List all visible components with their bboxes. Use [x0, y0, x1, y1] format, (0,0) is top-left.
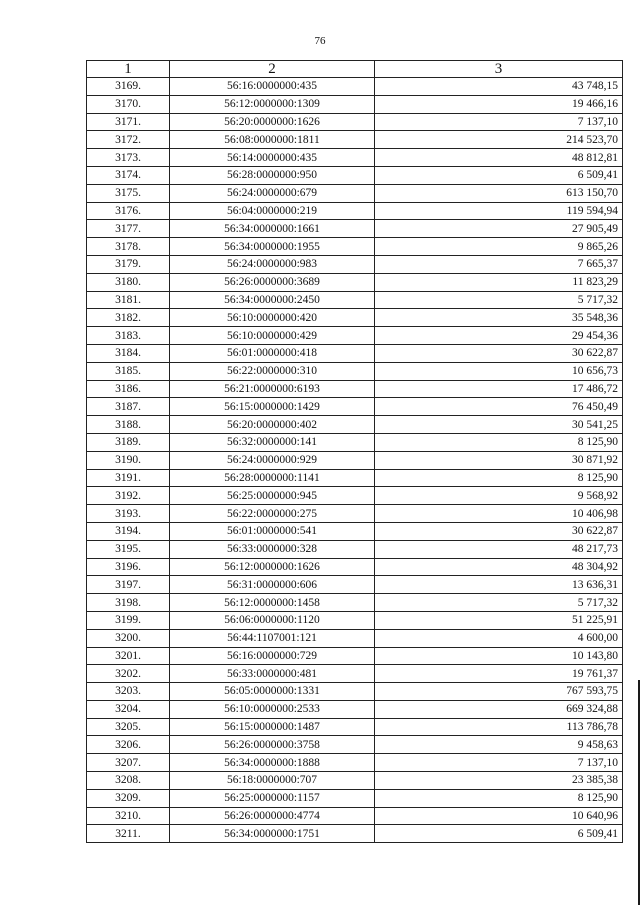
table-row — [87, 611, 623, 629]
cadastral-number-cell: 56:24:0000000:679 — [170, 184, 375, 202]
cadastral-number-cell: 56:01:0000000:418 — [170, 344, 375, 362]
cadastral-number-cell: 56:16:0000000:435 — [170, 78, 375, 96]
table-row — [87, 469, 623, 487]
cadastral-number-cell: 56:34:0000000:1661 — [170, 220, 375, 238]
row-number-cell: 3176. — [87, 202, 170, 220]
amount-cell: 30 622,87 — [375, 344, 623, 362]
cadastral-number-cell: 56:15:0000000:1429 — [170, 398, 375, 416]
cadastral-number-cell: 56:34:0000000:1955 — [170, 238, 375, 256]
amount-cell: 19 761,37 — [375, 665, 623, 683]
amount-cell: 9 865,26 — [375, 238, 623, 256]
cadastral-number-cell: 56:28:0000000:950 — [170, 166, 375, 184]
amount-cell: 76 450,49 — [375, 398, 623, 416]
cadastral-number-cell: 56:25:0000000:945 — [170, 487, 375, 505]
table-row — [87, 772, 623, 790]
table-row — [87, 700, 623, 718]
row-number-cell: 3170. — [87, 95, 170, 113]
header-row — [87, 61, 623, 78]
table-row — [87, 113, 623, 131]
column-header-3: 3 — [375, 61, 623, 78]
cadastral-number-cell: 56:33:0000000:481 — [170, 665, 375, 683]
table-row — [87, 754, 623, 772]
cadastral-number-cell: 56:12:0000000:1626 — [170, 558, 375, 576]
cadastral-number-cell: 56:15:0000000:1487 — [170, 718, 375, 736]
amount-cell: 5 717,32 — [375, 594, 623, 612]
table-row — [87, 327, 623, 345]
amount-cell: 214 523,70 — [375, 131, 623, 149]
row-number-cell: 3198. — [87, 594, 170, 612]
cadastral-number-cell: 56:25:0000000:1157 — [170, 789, 375, 807]
table-row — [87, 344, 623, 362]
row-number-cell: 3203. — [87, 683, 170, 701]
cadastral-number-cell: 56:20:0000000:1626 — [170, 113, 375, 131]
cadastral-number-cell: 56:10:0000000:429 — [170, 327, 375, 345]
row-number-cell: 3196. — [87, 558, 170, 576]
table-row — [87, 594, 623, 612]
table-row — [87, 202, 623, 220]
cadastral-number-cell: 56:44:1107001:121 — [170, 629, 375, 647]
table-row — [87, 487, 623, 505]
table-row — [87, 807, 623, 825]
amount-cell: 6 509,41 — [375, 166, 623, 184]
amount-cell: 5 717,32 — [375, 291, 623, 309]
amount-cell: 13 636,31 — [375, 576, 623, 594]
table-row — [87, 362, 623, 380]
amount-cell: 29 454,36 — [375, 327, 623, 345]
table-row — [87, 789, 623, 807]
table-row — [87, 149, 623, 167]
amount-cell: 48 304,92 — [375, 558, 623, 576]
row-number-cell: 3186. — [87, 380, 170, 398]
cadastral-number-cell: 56:31:0000000:606 — [170, 576, 375, 594]
cadastral-number-cell: 56:33:0000000:328 — [170, 540, 375, 558]
row-number-cell: 3184. — [87, 344, 170, 362]
amount-cell: 9 458,63 — [375, 736, 623, 754]
amount-cell: 10 656,73 — [375, 362, 623, 380]
table-row — [87, 255, 623, 273]
row-number-cell: 3178. — [87, 238, 170, 256]
cadastral-number-cell: 56:12:0000000:1309 — [170, 95, 375, 113]
table-row — [87, 78, 623, 96]
row-number-cell: 3175. — [87, 184, 170, 202]
cadastral-number-cell: 56:16:0000000:729 — [170, 647, 375, 665]
row-number-cell: 3185. — [87, 362, 170, 380]
table-row — [87, 736, 623, 754]
cadastral-number-cell: 56:26:0000000:3689 — [170, 273, 375, 291]
row-number-cell: 3187. — [87, 398, 170, 416]
cadastral-number-cell: 56:32:0000000:141 — [170, 433, 375, 451]
row-number-cell: 3189. — [87, 433, 170, 451]
column-header-1: 1 — [87, 61, 170, 78]
amount-cell: 35 548,36 — [375, 309, 623, 327]
amount-cell: 17 486,72 — [375, 380, 623, 398]
table-row — [87, 184, 623, 202]
amount-cell: 7 137,10 — [375, 113, 623, 131]
row-number-cell: 3177. — [87, 220, 170, 238]
row-number-cell: 3200. — [87, 629, 170, 647]
amount-cell: 23 385,38 — [375, 772, 623, 790]
amount-cell: 7 137,10 — [375, 754, 623, 772]
cadastral-number-cell: 56:28:0000000:1141 — [170, 469, 375, 487]
table-row — [87, 576, 623, 594]
row-number-cell: 3172. — [87, 131, 170, 149]
amount-cell: 767 593,75 — [375, 683, 623, 701]
row-number-cell: 3169. — [87, 78, 170, 96]
row-number-cell: 3192. — [87, 487, 170, 505]
cadastral-number-cell: 56:10:0000000:420 — [170, 309, 375, 327]
cadastral-number-cell: 56:22:0000000:310 — [170, 362, 375, 380]
cadastral-number-cell: 56:10:0000000:2533 — [170, 700, 375, 718]
table-row — [87, 505, 623, 523]
row-number-cell: 3211. — [87, 825, 170, 843]
cadastral-number-cell: 56:24:0000000:983 — [170, 255, 375, 273]
amount-cell: 19 466,16 — [375, 95, 623, 113]
row-number-cell: 3182. — [87, 309, 170, 327]
row-number-cell: 3190. — [87, 451, 170, 469]
table-row — [87, 433, 623, 451]
amount-cell: 11 823,29 — [375, 273, 623, 291]
table-row — [87, 522, 623, 540]
row-number-cell: 3197. — [87, 576, 170, 594]
cadastral-number-cell: 56:05:0000000:1331 — [170, 683, 375, 701]
cadastral-number-cell: 56:20:0000000:402 — [170, 416, 375, 434]
cadastral-number-cell: 56:21:0000000:6193 — [170, 380, 375, 398]
cadastral-number-cell: 56:04:0000000:219 — [170, 202, 375, 220]
cadastral-number-cell: 56:26:0000000:3758 — [170, 736, 375, 754]
row-number-cell: 3202. — [87, 665, 170, 683]
cadastral-table — [86, 60, 623, 843]
amount-cell: 8 125,90 — [375, 469, 623, 487]
cadastral-number-cell: 56:26:0000000:4774 — [170, 807, 375, 825]
cadastral-number-cell: 56:34:0000000:1751 — [170, 825, 375, 843]
row-number-cell: 3208. — [87, 772, 170, 790]
row-number-cell: 3201. — [87, 647, 170, 665]
row-number-cell: 3179. — [87, 255, 170, 273]
row-number-cell: 3193. — [87, 505, 170, 523]
table-row — [87, 95, 623, 113]
amount-cell: 10 640,96 — [375, 807, 623, 825]
row-number-cell: 3195. — [87, 540, 170, 558]
table-row — [87, 131, 623, 149]
row-number-cell: 3174. — [87, 166, 170, 184]
amount-cell: 51 225,91 — [375, 611, 623, 629]
row-number-cell: 3180. — [87, 273, 170, 291]
table-row — [87, 665, 623, 683]
row-number-cell: 3173. — [87, 149, 170, 167]
table-row — [87, 398, 623, 416]
table-row — [87, 629, 623, 647]
row-number-cell: 3210. — [87, 807, 170, 825]
amount-cell: 119 594,94 — [375, 202, 623, 220]
cadastral-number-cell: 56:14:0000000:435 — [170, 149, 375, 167]
row-number-cell: 3191. — [87, 469, 170, 487]
amount-cell: 613 150,70 — [375, 184, 623, 202]
table-row — [87, 647, 623, 665]
amount-cell: 7 665,37 — [375, 255, 623, 273]
amount-cell: 8 125,90 — [375, 433, 623, 451]
table-row — [87, 309, 623, 327]
table-row — [87, 540, 623, 558]
cadastral-number-cell: 56:34:0000000:2450 — [170, 291, 375, 309]
column-header-2: 2 — [170, 61, 375, 78]
table-body — [87, 78, 623, 843]
row-number-cell: 3194. — [87, 522, 170, 540]
table-row — [87, 683, 623, 701]
row-number-cell: 3171. — [87, 113, 170, 131]
cadastral-number-cell: 56:24:0000000:929 — [170, 451, 375, 469]
table-row — [87, 166, 623, 184]
row-number-cell: 3209. — [87, 789, 170, 807]
row-number-cell: 3188. — [87, 416, 170, 434]
table-row — [87, 451, 623, 469]
amount-cell: 6 509,41 — [375, 825, 623, 843]
amount-cell: 48 812,81 — [375, 149, 623, 167]
cadastral-number-cell: 56:12:0000000:1458 — [170, 594, 375, 612]
cadastral-number-cell: 56:18:0000000:707 — [170, 772, 375, 790]
row-number-cell: 3199. — [87, 611, 170, 629]
amount-cell: 30 871,92 — [375, 451, 623, 469]
cadastral-number-cell: 56:22:0000000:275 — [170, 505, 375, 523]
cadastral-number-cell: 56:06:0000000:1120 — [170, 611, 375, 629]
page-number: 76 — [314, 35, 326, 47]
amount-cell: 9 568,92 — [375, 487, 623, 505]
amount-cell: 10 406,98 — [375, 505, 623, 523]
row-number-cell: 3181. — [87, 291, 170, 309]
amount-cell: 4 600,00 — [375, 629, 623, 647]
row-number-cell: 3205. — [87, 718, 170, 736]
table-row — [87, 558, 623, 576]
amount-cell: 48 217,73 — [375, 540, 623, 558]
row-number-cell: 3207. — [87, 754, 170, 772]
cadastral-number-cell: 56:34:0000000:1888 — [170, 754, 375, 772]
table-row — [87, 220, 623, 238]
amount-cell: 669 324,88 — [375, 700, 623, 718]
table-row — [87, 416, 623, 434]
table-row — [87, 273, 623, 291]
table-header — [87, 61, 623, 78]
cadastral-number-cell: 56:08:0000000:1811 — [170, 131, 375, 149]
amount-cell: 113 786,78 — [375, 718, 623, 736]
amount-cell: 27 905,49 — [375, 220, 623, 238]
table-row — [87, 825, 623, 843]
table-row — [87, 718, 623, 736]
amount-cell: 8 125,90 — [375, 789, 623, 807]
amount-cell: 30 622,87 — [375, 522, 623, 540]
row-number-cell: 3206. — [87, 736, 170, 754]
amount-cell: 30 541,25 — [375, 416, 623, 434]
table-row — [87, 291, 623, 309]
row-number-cell: 3204. — [87, 700, 170, 718]
cadastral-number-cell: 56:01:0000000:541 — [170, 522, 375, 540]
amount-cell: 43 748,15 — [375, 78, 623, 96]
amount-cell: 10 143,80 — [375, 647, 623, 665]
row-number-cell: 3183. — [87, 327, 170, 345]
table-row — [87, 238, 623, 256]
table-row — [87, 380, 623, 398]
